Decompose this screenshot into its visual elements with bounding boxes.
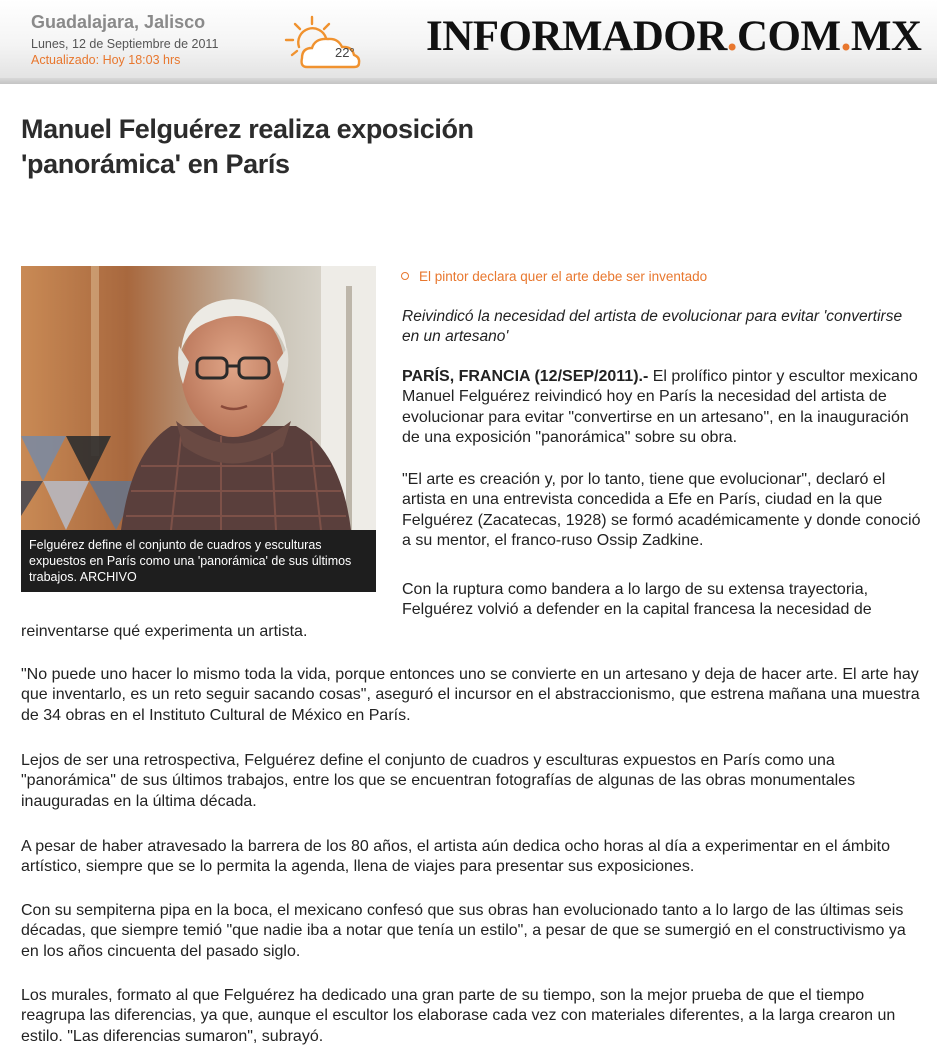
logo-word-2: COM: [737, 13, 841, 60]
paragraph-1: [402, 367, 922, 448]
portrait-image: [21, 266, 376, 530]
paragraph-3-line-3: reinventarse qué experimenta un artista.: [21, 623, 308, 640]
highlight-link[interactable]: [401, 269, 707, 284]
paragraph-7: Con su sempiterna pipa en la boca, el mexicano confesó que sus obras han evolucionado tanto a lo largo de las últimas seis décadas, que siempre temió "que nadie iba a notar que tenía un estilo", a pesar de que se sumergió en el constructivismo ya en los años cincuenta del pasado siglo.: [21, 902, 906, 960]
paragraph-3-line-2: Felguérez volvió a defender en la capital francesa la necesidad de: [402, 601, 872, 618]
paragraph-8: Los murales, formato al que Felguérez ha dedicado una gran parte de su tiempo, son la mejor prueba de que el tiempo reagrupa las diferencias, ya que, aunque el escultor los elaborase cada vez con materiales diferentes, a la larga crearon un estilo. "Las diferencias sumaron", subrayó.: [21, 987, 896, 1045]
header-date: Lunes, 12 de Septiembre de 2011: [31, 37, 219, 51]
paragraph-2: "El arte es creación y, por lo tanto, tiene que evolucionar", declaró el artista en una entrevista concedida a Efe en París, ciudad en la que Felguérez (Zacatecas, 1928) se formó académicamente y donde conoció a su mentor, el franco-ruso Ossip Zadkine.: [402, 471, 921, 549]
paragraph-3-line-1: Con la ruptura como bandera a lo largo de su extensa trayectoria,: [402, 581, 869, 598]
article-photo[interactable]: [21, 266, 376, 592]
logo-word-1: INFORMADOR: [426, 13, 727, 60]
paragraph-5: Lejos de ser una retrospectiva, Felguérez define el conjunto de cuadros y esculturas expuestos en París como una "panorámica" de sus últimos trabajos, entre los que se encuentran fotografías de algunas de las obras monumentales inauguradas en la última década.: [21, 752, 856, 810]
paragraph-6: A pesar de haber atravesado la barrera de los 80 años, el artista aún dedica ocho horas al día a experimentar en el ámbito artístico, siempre que se lo permita la agenda, llena de viajes para presentar sus exposiciones.: [21, 838, 890, 876]
header-city: Guadalajara, Jalisco: [31, 12, 206, 32]
header-temperature: 22°: [335, 45, 355, 60]
paragraph-4: "No puede uno hacer lo mismo toda la vida, porque entonces uno se convierte en un artesano y deja de hacer arte. El arte hay que inventarlo, es un reto seguir sacando cosas", aseguró el incursor en el abstraccionismo, que estrena mañana una muestra de 34 obras en el Instituto Cultural de México en París.: [21, 666, 920, 724]
title-line-1: Manuel Felguérez realiza exposición: [21, 114, 474, 144]
circle-bullet-icon: [401, 272, 409, 280]
logo-dot-2: .: [840, 13, 851, 60]
photo-caption: Felguérez define el conjunto de cuadros y esculturas expuestos en París como una 'panorámica' de sus últimos trabajos. ARCHIVO: [29, 538, 352, 584]
site-header: [0, 0, 937, 82]
title-line-2: 'panorámica' en París: [21, 149, 290, 179]
article-title: [21, 112, 641, 182]
paragraph-1-text: El prolífico pintor y escultor mexicano Manuel Felguérez reivindicó hoy en París la necesidad del artista de evolucionar para evitar "convertirse en un artesano", en la inauguración de una exposición "panorámica" sobre su obra.: [402, 368, 918, 446]
header-divider: [0, 78, 937, 84]
highlight-text: El pintor declara quer el arte debe ser inventado: [419, 269, 708, 284]
logo-word-3: MX: [850, 13, 922, 60]
dateline: PARÍS, FRANCIA (12/SEP/2011).-: [402, 368, 649, 385]
sun-behind-cloud-icon: [280, 14, 372, 70]
header-updated: Actualizado: Hoy 18:03 hrs: [31, 53, 181, 67]
article-subhead: Reivindicó la necesidad del artista de evolucionar para evitar 'convertirse en un artesano': [402, 308, 903, 345]
logo-dot-1: .: [726, 13, 737, 60]
site-logo[interactable]: [426, 12, 921, 61]
